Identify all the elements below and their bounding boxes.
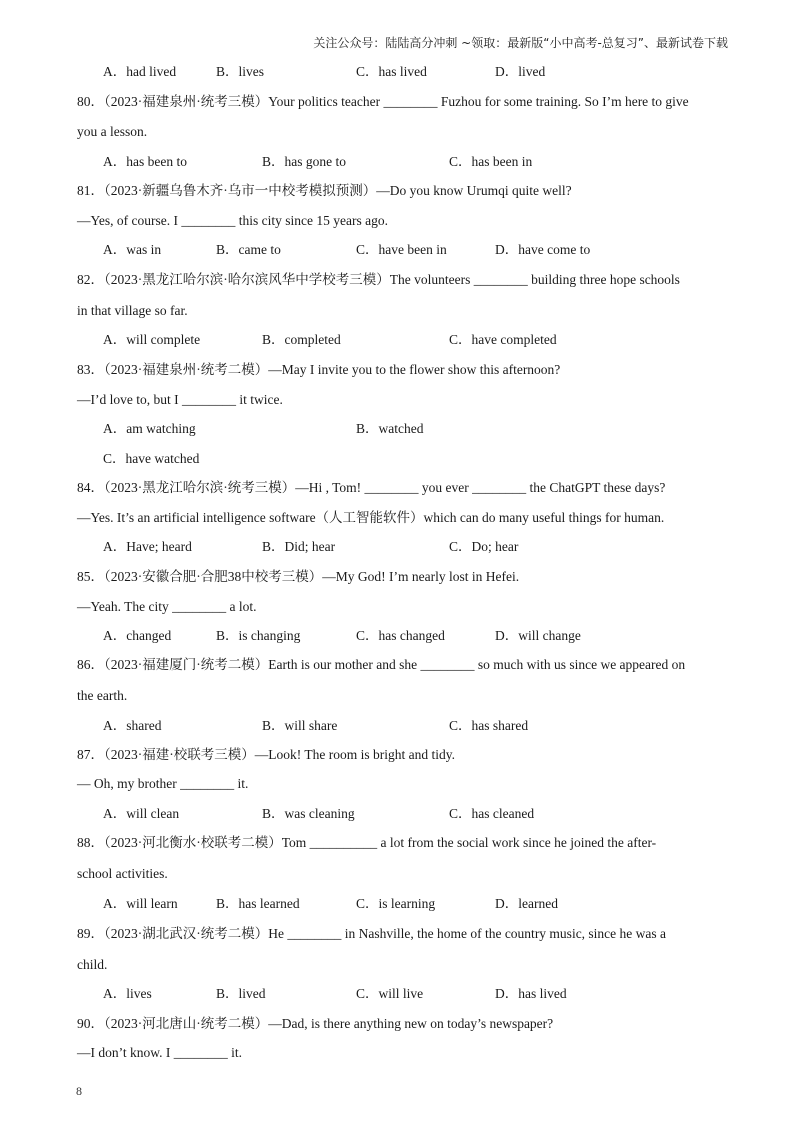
q86-option-c: C．has shared bbox=[449, 718, 529, 733]
q89-stem-cont: child. bbox=[77, 957, 108, 972]
q89-option-d: D．has lived bbox=[495, 986, 567, 1001]
q89-stem: 89．（2023·湖北武汉·统考二模）He ________ in Nashville, the home of the country music, since he was a bbox=[77, 926, 667, 941]
q81-option-d: D．have come to bbox=[495, 242, 591, 257]
q84-option-c: C．Do; hear bbox=[449, 539, 519, 554]
q79-option-d: D．lived bbox=[495, 64, 546, 79]
q80-option-b: B．has gone to bbox=[262, 154, 346, 169]
q79-option-a: A．had lived bbox=[103, 64, 177, 79]
q85-option-a: A．changed bbox=[103, 628, 172, 643]
q87-stem-cont: — Oh, my brother ________ it. bbox=[77, 776, 249, 791]
q83-option-b: B．watched bbox=[356, 421, 424, 436]
q87-option-b: B．was cleaning bbox=[262, 806, 355, 821]
q80-stem: 80．（2023·福建泉州·统考三模）Your politics teacher ________ Fuzhou for some training. So I’m here to give bbox=[77, 94, 689, 109]
q81-option-c: C．have been in bbox=[356, 242, 447, 257]
q86-stem: 86．（2023·福建厦门·统考二模）Earth is our mother and she ________ so much with us since we appeared on bbox=[77, 657, 686, 672]
q82-stem: 82．（2023·黑龙江哈尔滨·哈尔滨风华中学校考三模）The volunteers ________ building three hope schools bbox=[77, 272, 680, 287]
q90-stem: 90．（2023·河北唐山·统考二模）—Dad, is there anything new on today’s newspaper? bbox=[77, 1016, 554, 1031]
q87-option-c: C．has cleaned bbox=[449, 806, 535, 821]
q83-stem: 83．（2023·福建泉州·统考二模）—May I invite you to the flower show this afternoon? bbox=[77, 362, 561, 377]
q81-stem-cont: —Yes, of course. I ________ this city since 15 years ago. bbox=[77, 213, 388, 228]
page-header: 关注公众号：陆陆高分冲刺 ~领取：最新版“小中高考-总复习”、最新试卷下载 bbox=[313, 36, 728, 50]
q83-option-a: A．am watching bbox=[103, 421, 196, 436]
q81-option-a: A．was in bbox=[103, 242, 162, 257]
q79-option-b: B．lives bbox=[216, 64, 265, 79]
q86-option-a: A．shared bbox=[103, 718, 162, 733]
q85-option-b: B．is changing bbox=[216, 628, 301, 643]
q88-stem-cont: school activities. bbox=[77, 866, 168, 881]
q84-stem-cont: —Yes. It’s an artificial intelligence software（人工智能软件）which can do many useful things for human. bbox=[77, 510, 665, 525]
q82-option-b: B．completed bbox=[262, 332, 341, 347]
q84-stem: 84．（2023·黑龙江哈尔滨·统考三模）—Hi , Tom! ________ you ever ________ the ChatGPT these days? bbox=[77, 480, 666, 495]
q83-option-c: C．have watched bbox=[103, 451, 200, 466]
q83-stem-cont: —I’d love to, but I ________ it twice. bbox=[77, 392, 283, 407]
q82-stem-cont: in that village so far. bbox=[77, 303, 188, 318]
q81-option-b: B．came to bbox=[216, 242, 281, 257]
q87-stem: 87．（2023·福建·校联考三模）—Look! The room is bright and tidy. bbox=[77, 747, 455, 762]
q84-option-a: A．Have; heard bbox=[103, 539, 192, 554]
q84-option-b: B．Did; hear bbox=[262, 539, 336, 554]
q80-option-c: C．has been in bbox=[449, 154, 533, 169]
q89-option-b: B．lived bbox=[216, 986, 266, 1001]
q87-option-a: A．will clean bbox=[103, 806, 180, 821]
q88-option-d: D．learned bbox=[495, 896, 558, 911]
q89-option-a: A．lives bbox=[103, 986, 152, 1001]
q82-option-a: A．will complete bbox=[103, 332, 201, 347]
q90-stem-cont: —I don’t know. I ________ it. bbox=[77, 1045, 242, 1060]
q88-stem: 88．（2023·河北衡水·校联考二模）Tom __________ a lot from the social work since he joined the after- bbox=[77, 835, 657, 850]
q85-option-d: D．will change bbox=[495, 628, 581, 643]
q82-option-c: C．have completed bbox=[449, 332, 557, 347]
q89-option-c: C．will live bbox=[356, 986, 424, 1001]
page-number: 8 bbox=[76, 1084, 82, 1098]
q86-stem-cont: the earth. bbox=[77, 688, 128, 703]
q80-stem-cont: you a lesson. bbox=[77, 124, 148, 139]
q79-option-c: C．has lived bbox=[356, 64, 427, 79]
q85-stem-cont: —Yeah. The city ________ a lot. bbox=[77, 599, 257, 614]
q81-stem: 81．（2023·新疆乌鲁木齐·乌市一中校考模拟预测）—Do you know Urumqi quite well? bbox=[77, 183, 572, 198]
q86-option-b: B．will share bbox=[262, 718, 338, 733]
q80-option-a: A．has been to bbox=[103, 154, 187, 169]
q85-stem: 85．（2023·安徽合肥·合肥38中校考三模）—My God! I’m nearly lost in Hefei. bbox=[77, 569, 520, 584]
q88-option-b: B．has learned bbox=[216, 896, 300, 911]
q88-option-a: A．will learn bbox=[103, 896, 178, 911]
q85-option-c: C．has changed bbox=[356, 628, 445, 643]
q88-option-c: C．is learning bbox=[356, 896, 436, 911]
